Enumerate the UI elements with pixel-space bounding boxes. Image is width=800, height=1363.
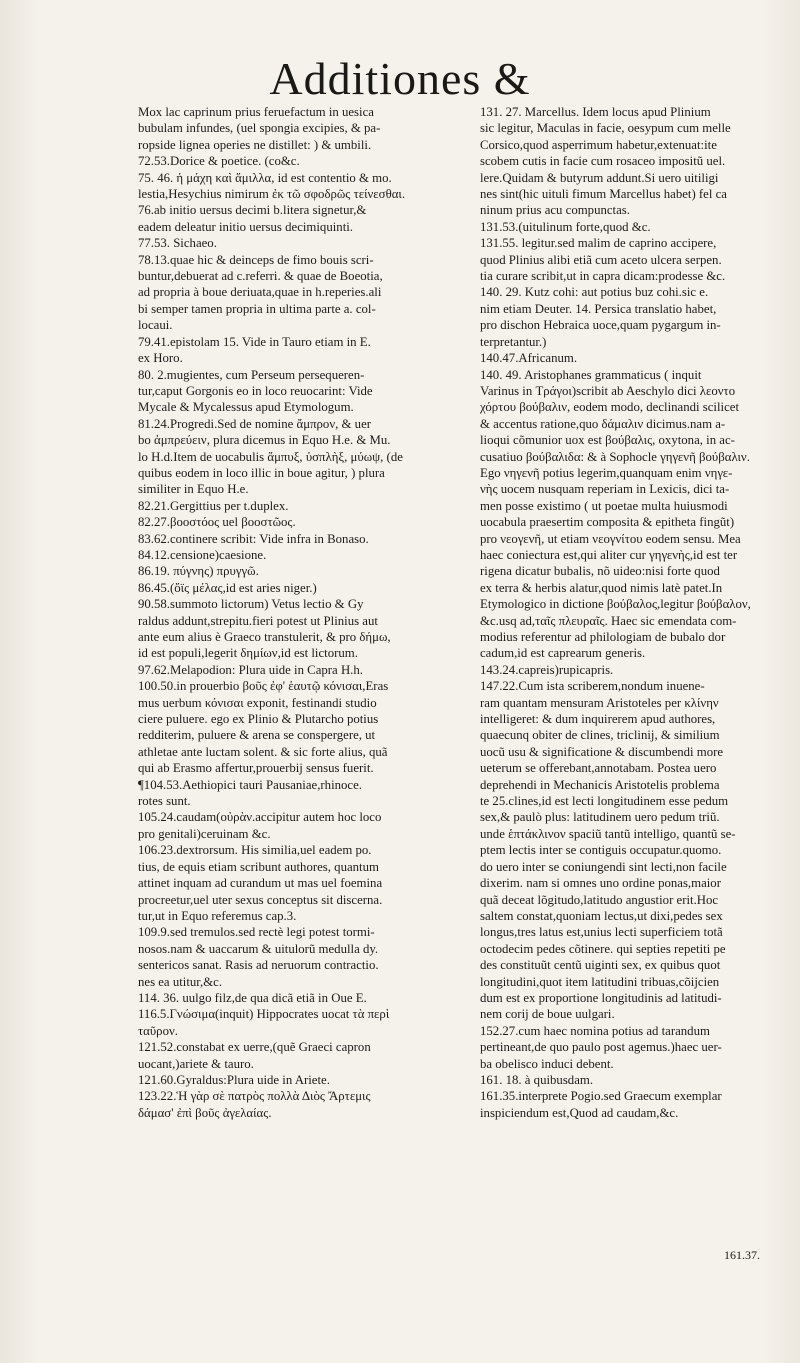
text-line: buntur,debuerat ad c.referri. & quae de Boeotia, <box>138 269 383 284</box>
text-line: sentericos sanat. Rasis ad neruorum contractio. <box>138 958 379 973</box>
text-line: 121.52.constabat ex uerre,(quẽ Graeci capron <box>138 1040 371 1055</box>
text-line: eadem deleatur initio uersus decimiquinti. <box>138 219 353 234</box>
text-line: rotes sunt. <box>138 794 191 809</box>
text-line: des constituũt centũ uiginti sex, ex quibus quot <box>480 958 721 973</box>
text-line: tia curare scribit,ut in capra dicam:prodesse &c. <box>480 269 726 284</box>
text-line: ex Horo. <box>138 351 183 366</box>
text-line: 78.13.quae hic & deinceps de fimo bouis scri- <box>138 252 374 267</box>
text-line: 82.21.Gergittius per t.duplex. <box>138 498 289 513</box>
text-line: locaui. <box>138 318 173 333</box>
text-line: octodecim pedes cõtinere. qui septies repetiti pe <box>480 941 726 956</box>
text-line: modius referentur ad philologiam de bubalo dor <box>480 630 726 644</box>
text-line: lestia,Hesychius nimirum ἐκ τῶ σφοδρῶς τείνεσθαι. <box>138 187 406 202</box>
text-line: ropside lignea operies ne distillet: ) & umbili. <box>138 137 372 152</box>
text-line: sic legitur, Maculas in facie, oesypum cum melle <box>480 121 731 136</box>
text-line: unde ἑπτάκλινον spaciũ tantũ intelligo, quantũ se- <box>480 826 736 841</box>
text-line: tur,ut in Equo referemus cap.3. <box>138 908 297 923</box>
text-line: 131.53.(uitulinum forte,quod &c. <box>480 219 651 234</box>
text-line: longitudini,quot item latitudini tribuas,cõijcien <box>480 974 720 989</box>
text-line: Mycale & Mycalessus apud Etymologum. <box>138 400 354 415</box>
text-line: sex,& paulò plus: latitudinem uero pedum triũ. <box>480 810 720 825</box>
text-line: 121.60.Gyraldus:Plura uide in Ariete. <box>138 1072 330 1087</box>
text-line: 152.27.cum haec nomina potius ad tarandum <box>480 1023 710 1038</box>
text-line: ad propria à boue deriuata,quae in h.reperies.ali <box>138 285 382 300</box>
text-line: uocant,)ariete & tauro. <box>138 1056 254 1071</box>
text-line: 140. 49. Aristophanes grammaticus ( inquit <box>480 367 702 382</box>
text-line: quibus eodem in loco illic in boue agitur, ) plura <box>138 465 385 480</box>
text-line: 116.5.Γνώσιμα(inquit) Hippocrates uocat τὰ περὶ <box>138 1007 390 1022</box>
text-line: 131. 27. Marcellus. Idem locus apud Plinium <box>480 105 711 119</box>
text-line: 84.12.censione)caesione. <box>138 547 267 562</box>
text-line: qui ab Erasmo affertur,prouerbij sensus fuerit. <box>138 761 374 776</box>
text-line: terpretantur.) <box>480 334 547 349</box>
text-line: inspiciendum est,Quod ad caudam,&c. <box>480 1105 679 1120</box>
text-line: 86.19. πύγνης) πρυγγῶ. <box>138 564 259 579</box>
text-line: saltem constat,quoniam lectus,ut dixi,pedes sex <box>480 908 723 923</box>
text-line: similiter in Equo H.e. <box>138 482 249 497</box>
text-line: pro νεογενῆ, ut etiam νεογνίτου eodem sensu. Mea <box>480 531 741 546</box>
text-line: pro genitali)ceruinam &c. <box>138 826 271 841</box>
text-line: 77.53. Sichaeo. <box>138 236 217 251</box>
text-line: quod Plinius alibi etiã cum aceto ulcera serpen. <box>480 252 722 267</box>
text-line: lo H.d.Item de uocabulis ἄμπυξ, ὑσπλὴξ, μύωψ, (de <box>138 449 403 464</box>
text-line: 106.23.dextrorsum. His similia,uel eadem po. <box>138 843 372 858</box>
text-line: ba obelisco induci debent. <box>480 1056 614 1071</box>
catchword: 161.37. <box>724 1248 760 1262</box>
text-line: 140.47.Africanum. <box>480 351 578 366</box>
text-line: ninum prius acu compunctas. <box>480 203 630 218</box>
page-title: Additiones & <box>269 53 531 104</box>
text-line: ex terra & herbis alatur,quod nimis latè patet.In <box>480 580 723 595</box>
text-line: mus uerbum κόνισαι exponit, festinandi studio <box>138 695 377 710</box>
text-line: lere.Quidam & butyrum addunt.Si uero uitiligi <box>480 170 719 185</box>
text-line: 76.ab initio uersus decimi b.litera signetur,& <box>138 203 367 218</box>
text-line: nim etiam Deuter. 14. Persica translatio habet, <box>480 301 717 316</box>
text-line: ram quantam mensuram Aristoteles per κλίνην <box>480 695 719 710</box>
text-line: 83.62.continere scribit: Vide infra in Bonaso. <box>138 531 369 546</box>
text-line: 72.53.Dorice & poetice. (co&c. <box>138 154 300 169</box>
text-line: 105.24.caudam(οὐρὰν.accipitur autem hoc loco <box>138 810 382 825</box>
text-line: tur,caput Gorgonis eo in loco reuocarint: Vide <box>138 383 373 398</box>
text-line: bo ἀμπρεύειν, plura dicemus in Equo H.e. & Mu. <box>138 433 391 448</box>
right-text-column <box>480 104 782 1121</box>
text-line: deprehendi in Mechanicis Aristotelis problema <box>480 777 720 792</box>
text-line: procreetur,uel uter sexus conceptus sit discerna. <box>138 892 383 907</box>
text-line: nes ea utitur,&c. <box>138 974 223 989</box>
text-line: haec coniectura est,qui aliter cur γηγενὴς,id est ter <box>480 547 738 562</box>
text-line: Varinus in Τράγοι)scribit ab Aeschylo dici λεοντο <box>480 383 736 398</box>
text-line: scobem cutis in facie cum rosaceo impositũ uel. <box>480 154 726 169</box>
text-line: Corsico,quod asperrimum habetur,extenuat:ite <box>480 137 717 152</box>
text-line: χόρτου βούβαλιν, eodem modo, declinandi scilicet <box>480 400 739 415</box>
text-line: 100.50.in prouerbio βοῦς ἐφ' ἑαυτῷ κόνισαι,Eras <box>138 679 389 694</box>
text-line: attinet inquam ad curandum ut mas uel foemina <box>138 876 383 891</box>
text-line: rigena dicatur bubalis, nõ uideo:nisi forte quod <box>480 564 720 579</box>
text-line: 109.9.sed tremulos.sed rectè legi potest tormi- <box>138 925 375 940</box>
text-line: 131.55. legitur.sed malim de caprino accipere, <box>480 236 717 251</box>
text-line: ciere puluere. ego ex Plinio & Plutarcho potius <box>138 712 379 727</box>
text-line: dixerim. nam si omnes uno ordine ponas,maior <box>480 876 721 891</box>
text-line: cusatiuo βούβαλιδα: & à Sophocle γηγενῆ βούβαλιν. <box>480 449 750 464</box>
text-line: nosos.nam & uaccarum & uitulorũ medulla dy. <box>138 941 379 956</box>
text-line: Ego νηγενῆ potius legerim,quanquam enim νηγε- <box>480 465 733 480</box>
text-line: 97.62.Melapodion: Plura uide in Capra H.h. <box>138 662 363 677</box>
text-line: longus,tres latus est,unius lecti superficiem totã <box>480 925 723 940</box>
text-line: pro dischon Hebraica uoce,quam pygargum in- <box>480 318 721 333</box>
text-line: Etymologico in dictione βούβαλος,legitur βούβαλον, <box>480 597 751 612</box>
text-line: Mox lac caprinum prius feruefactum in uesica <box>138 105 374 119</box>
text-line: te 25.clines,id est lecti longitudinem esse pedum <box>480 794 729 809</box>
text-line: ptem lectis inter se contiguis occupatur.quomo. <box>480 843 722 858</box>
text-line: 75. 46. ἡ μάχη καὶ ἅμιλλα, id est contentio & mo. <box>138 170 392 185</box>
text-line: 147.22.Cum ista scriberem,nondum inuene- <box>480 679 705 694</box>
text-line: 86.45.(ὄϊς μέλας,id est aries niger.) <box>138 580 317 595</box>
text-line: uocũ usu & significatione & discumbendi more <box>480 744 724 759</box>
text-line: &c.usq ad,ταῖς πλευραῖς. Haec sic emendata com- <box>480 613 737 628</box>
text-line: 79.41.epistolam 15. Vide in Tauro etiam in E. <box>138 334 371 349</box>
text-line: lioqui cõmunior uox est βούβαλις, oxytona, in ac- <box>480 433 735 448</box>
text-line: cadum,id est caprearum generis. <box>480 646 646 661</box>
text-line: quã deceat lõgitudo,latitudo angustior erit.Hoc <box>480 892 719 907</box>
text-line: intelligeret: & dum inquirerem apud authores, <box>480 712 716 727</box>
text-line: bubulam infundes, (uel spongia excipies, & pa- <box>138 121 381 136</box>
text-line: 80. 2.mugientes, cum Perseum persequeren- <box>138 367 365 382</box>
text-line: ante eum alius è Graeco transtulerit, & pro δήμω, <box>138 630 391 644</box>
text-line: men posse existimo ( ut poetae multa huiusmodi <box>480 498 728 513</box>
text-line: 81.24.Progredi.Sed de nomine ἄμπρον, & uer <box>138 416 372 431</box>
text-line: quaecunq obiter de clines, triclinij, & similium <box>480 728 720 743</box>
text-line: 161. 18. à quibusdam. <box>480 1072 594 1087</box>
text-line: tius, de equis etiam scribunt authores, quantum <box>138 859 379 874</box>
text-line: 161.35.interprete Pogio.sed Graecum exemplar <box>480 1089 722 1104</box>
text-line: 140. 29. Kutz cohi: aut potius buz cohi.sic e. <box>480 285 709 300</box>
text-line: 114. 36. uulgo filz,de qua dicã etiã in Oue E. <box>138 990 367 1005</box>
text-line: 123.22.Ἡ γὰρ σὲ πατρὸς πολλὰ Διὸς Ἄρτεμις <box>138 1089 371 1104</box>
text-line: dum est ex proportione longitudinis ad latitudi- <box>480 990 722 1005</box>
text-line: ταῦρον. <box>138 1023 178 1038</box>
text-line: do uero inter se coniungendi sint lecti,non facile <box>480 859 727 874</box>
text-line: id est populi,legerit δημίων,id est lictorum. <box>138 646 358 661</box>
text-line: δάμασ' ἐπὶ βοῦς ἀγελαίας. <box>138 1105 272 1120</box>
text-line: 90.58.summoto lictorum) Vetus lectio & Gy <box>138 597 364 612</box>
text-line: athletae ante luctam solent. & sic forte alius, quã <box>138 744 388 759</box>
text-line: & accentus ratione,quo δάμαλιν dicimus.nam a- <box>480 416 726 431</box>
text-line: redditerim, puluere & arena se conspergere, ut <box>138 728 376 743</box>
text-line: 82.27.βοοστόος uel βοοστῶος. <box>138 515 296 530</box>
text-line: pertineant,de quo paulo post agemus.)haec uer- <box>480 1040 722 1055</box>
left-text-column <box>138 104 460 1121</box>
text-line: ¶104.53.Aethiopici tauri Pausaniae,rhinoce. <box>138 777 362 792</box>
text-line: nes sint(hic uituli fimum Marcellus habet) fel ca <box>480 187 727 202</box>
text-line: nem corij de boue uulgari. <box>480 1007 615 1022</box>
text-line: uocabula praesertim composita & epitheta fingũt) <box>480 515 735 530</box>
text-line: 143.24.capreis)rupicapris. <box>480 662 614 677</box>
text-line: ueterum se offerebant,annotabam. Postea uero <box>480 761 717 776</box>
text-line: νὴς uocem nusquam reperiam in Lexicis, dici ta- <box>480 482 730 497</box>
text-line: raldus addunt,strepitu.fieri potest ut Plinius aut <box>138 613 378 628</box>
text-line: bi semper tamen propria in ultima parte a. col- <box>138 301 376 316</box>
